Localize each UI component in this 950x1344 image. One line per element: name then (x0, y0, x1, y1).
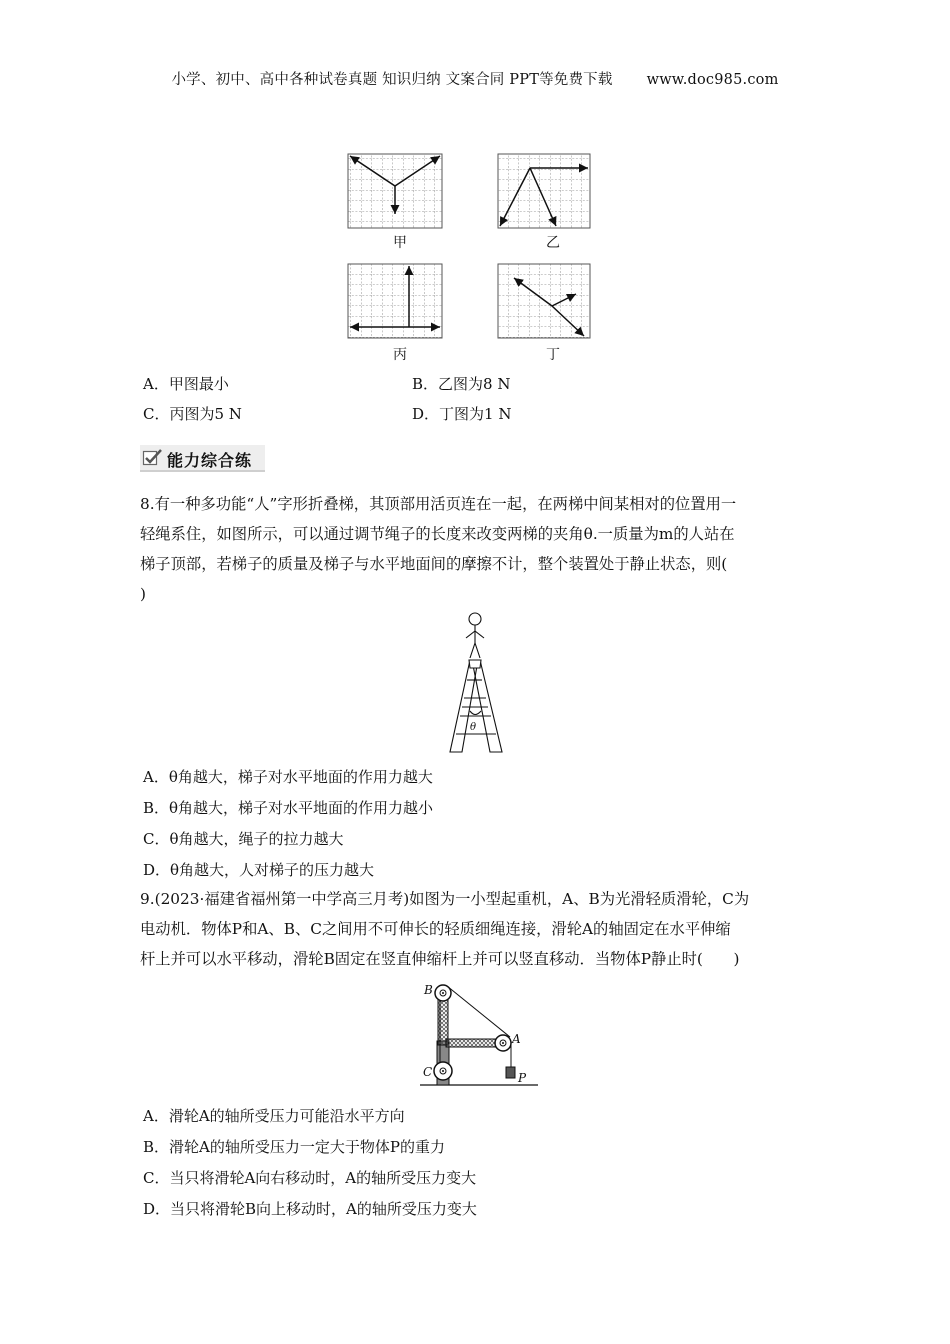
figure-bing (348, 264, 442, 338)
pulley-b-icon (435, 985, 451, 1001)
q8-line-4: ) (140, 585, 146, 603)
figure-ding (498, 264, 590, 338)
q9-option-d: D．当只将滑轮B向上移动时，A的轴所受压力变大 (143, 1200, 477, 1218)
crane-figure (418, 983, 548, 1093)
crane-label-p: P (518, 1071, 527, 1085)
q7-figures (340, 148, 600, 368)
q8-line-2: 轻绳系住，如图所示，可以通过调节绳子的长度来改变两梯的夹角θ.一质量为m的人站在 (140, 525, 735, 543)
ladder-figure (440, 610, 510, 760)
q9-option-b: B．滑轮A的轴所受压力一定大于物体P的重力 (143, 1138, 445, 1156)
q7-option-d: D．丁图为1 N (412, 405, 512, 423)
figure-jia (348, 154, 442, 228)
q9-line-3: 杆上并可以水平移动，滑轮B固定在竖直伸缩杆上并可以竖直移动．当物体P静止时( ) (140, 950, 740, 968)
object-p (506, 1067, 515, 1078)
checkmark-icon (143, 449, 163, 467)
page-header (0, 68, 950, 89)
q8-option-c: C．θ角越大，绳子的拉力越大 (143, 830, 344, 848)
figure-label-jia: 甲 (393, 235, 407, 251)
header-text: 小学、初中、高中各种试卷真题 知识归纳 文案合同 PPT等免费下载 (171, 72, 613, 88)
q8-line-3: 梯子顶部，若梯子的质量及梯子与水平地面间的摩擦不计，整个装置处于静止状态，则( (140, 555, 728, 573)
q8-stem (140, 489, 820, 609)
q7-option-a: A．甲图最小 (143, 375, 229, 393)
section-title: 能力综合练 (167, 451, 253, 470)
q8-option-a: A．θ角越大，梯子对水平地面的作用力越大 (143, 768, 433, 786)
figure-yi (498, 154, 590, 228)
person-icon (466, 613, 484, 658)
q8-option-d: D．θ角越大，人对梯子的压力越大 (143, 861, 375, 879)
crane-label-a: A (512, 1032, 521, 1046)
q8-line-1: 8.有一种多功能“人”字形折叠梯，其顶部用活页连在一起，在两梯中间某相对的位置用一 (140, 495, 737, 513)
q7-option-b: B．乙图为8 N (412, 375, 511, 393)
crane-label-b: B (424, 983, 433, 997)
ladder-theta-label: θ (470, 722, 477, 733)
crane-label-c: C (423, 1065, 433, 1079)
q9-option-c: C．当只将滑轮A向右移动时，A的轴所受压力变大 (143, 1169, 477, 1187)
q8-option-b: B．θ角越大，梯子对水平地面的作用力越小 (143, 799, 434, 817)
q9-stem (140, 884, 820, 974)
figure-label-bing: 丙 (393, 347, 407, 363)
motor-c-icon (434, 1062, 452, 1080)
header-site[interactable]: www.doc985.com (646, 72, 779, 88)
q9-option-a: A．滑轮A的轴所受压力可能沿水平方向 (143, 1107, 405, 1125)
figure-label-yi: 乙 (546, 235, 560, 251)
q7-option-c: C．丙图为5 N (143, 405, 242, 423)
q9-line-2: 电动机．物体P和A、B、C之间用不可伸长的轻质细绳连接，滑轮A的轴固定在水平伸缩 (140, 920, 731, 938)
q9-line-1: 9.(2023·福建省福州第一中学高三月考)如图为一小型起重机，A、B为光滑轻质滑轮，C为 (140, 890, 750, 908)
figure-label-ding: 丁 (546, 347, 560, 363)
pulley-a-icon (495, 1035, 511, 1051)
